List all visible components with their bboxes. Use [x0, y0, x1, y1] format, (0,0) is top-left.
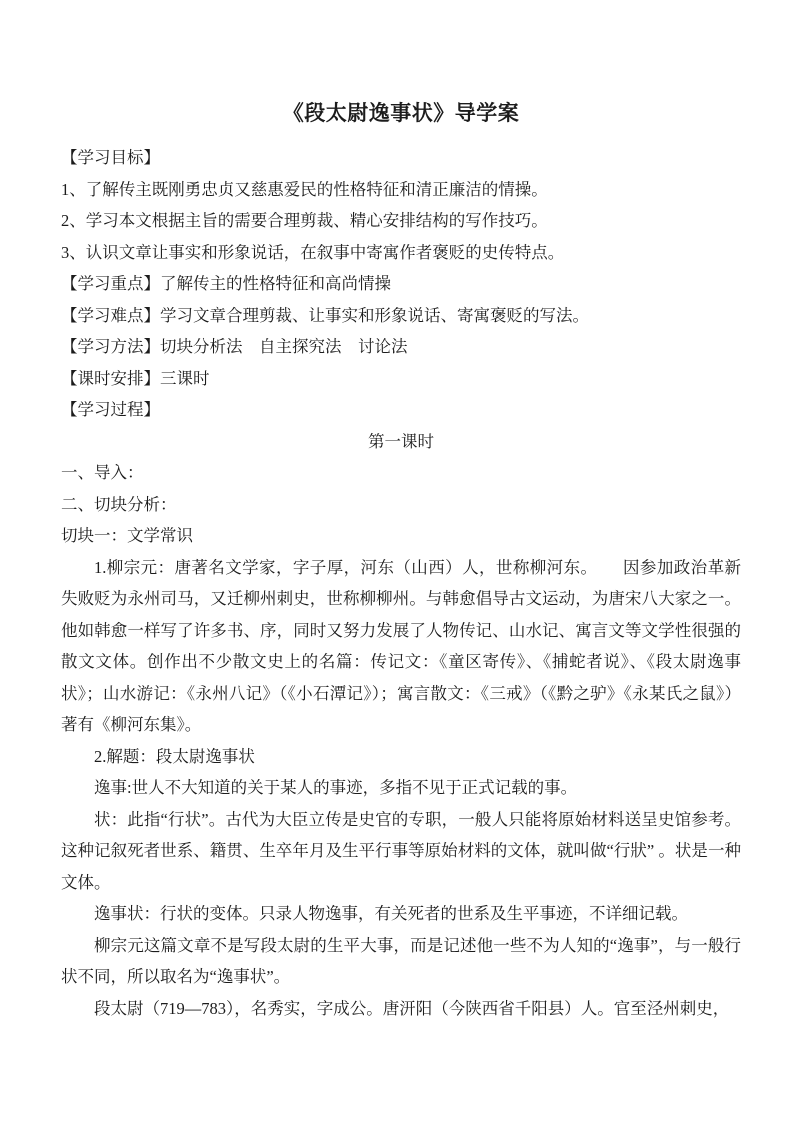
block-1-title: 切块一：文学常识 — [61, 526, 193, 545]
para-liuzongyuan-bio: 1.柳宗元：唐著名文学家，字子厚，河东（山西）人，世称柳河东。 因参加政治革新失败贬为永州司马，又迁柳州刺史，世称柳柳州。与韩愈倡导古文运动，为唐宋八大家之一。他如韩愈一样写了许多书、序，同时又努力发展了人物传记、山水记、寓言文等文学性很强的散文文体。创作出不少散文史上的名篇：传记文：《童区寄传》、《捕蛇者说》、《段太尉逸事状》；山水游记：《永州八记》（《小石潭记》）；寓言散文：《三戒》（《黔之驴》《永某氏之鼠》）著有《柳河东集》。 — [61, 557, 741, 734]
para-zhuang-definition: 状：此指“行状”。古代为大臣立传是史官的专职，一般人只能将原始材料送呈史馆参考。这种记叙死者世系、籍贯、生卒年月及生平行事等原始材料的文体，就叫做“行狀” 。状是一种文体。 — [61, 809, 741, 892]
heading-difficulty: 【学习难点】学习文章合理剪裁、让事实和形象说话、寄寓褒贬的写法。 — [61, 305, 589, 325]
para-yishi-definition: 逸事:世人不大知道的关于某人的事迹，多指不见于正式记载的事。 — [94, 778, 578, 797]
goal-item-3: 3、认识文章让事实和形象说话，在叙事中寄寓作者褒贬的史传特点。 — [61, 242, 565, 262]
heading-key-point: 【学习重点】了解传主的性格特征和高尚情操 — [61, 274, 391, 293]
item-block-analysis: 二、切块分析： — [61, 494, 177, 514]
heading-method: 【学习方法】切块分析法 自主探究法 讨论法 — [61, 337, 408, 356]
document-title: 《段太尉逸事状》导学案 — [282, 101, 520, 125]
heading-process: 【学习过程】 — [61, 400, 160, 419]
para-topic-explanation: 2.解题：段太尉逸事状 — [94, 746, 255, 766]
para-naming-reason: 柳宗元这篇文章不是写段太尉的生平大事，而是记述他一些不为人知的“逸事”，与一般行状不同，所以取名为“逸事状”。 — [61, 935, 741, 986]
heading-schedule: 【课时安排】三课时 — [61, 368, 210, 388]
heading-learning-goals: 【学习目标】 — [61, 148, 160, 167]
lesson-1-title: 第一课时 — [368, 431, 434, 451]
para-duantaiwei-bio: 段太尉（719—783），名秀实，字成公。唐汧阳（今陕西省千阳县）人。官至泾州刺史， — [94, 998, 730, 1018]
goal-item-1: 1、了解传主既刚勇忠贞又慈惠爱民的性格特征和清正廉洁的情操。 — [61, 179, 548, 199]
item-intro: 一、导入： — [61, 463, 144, 482]
para-yishizhuang-definition: 逸事状：行状的变体。只录人物逸事，有关死者的世系及生平事迹，不详细记载。 — [94, 904, 688, 923]
goal-item-2: 2、学习本文根据主旨的需要合理剪裁、精心安排结构的写作技巧。 — [61, 211, 548, 230]
